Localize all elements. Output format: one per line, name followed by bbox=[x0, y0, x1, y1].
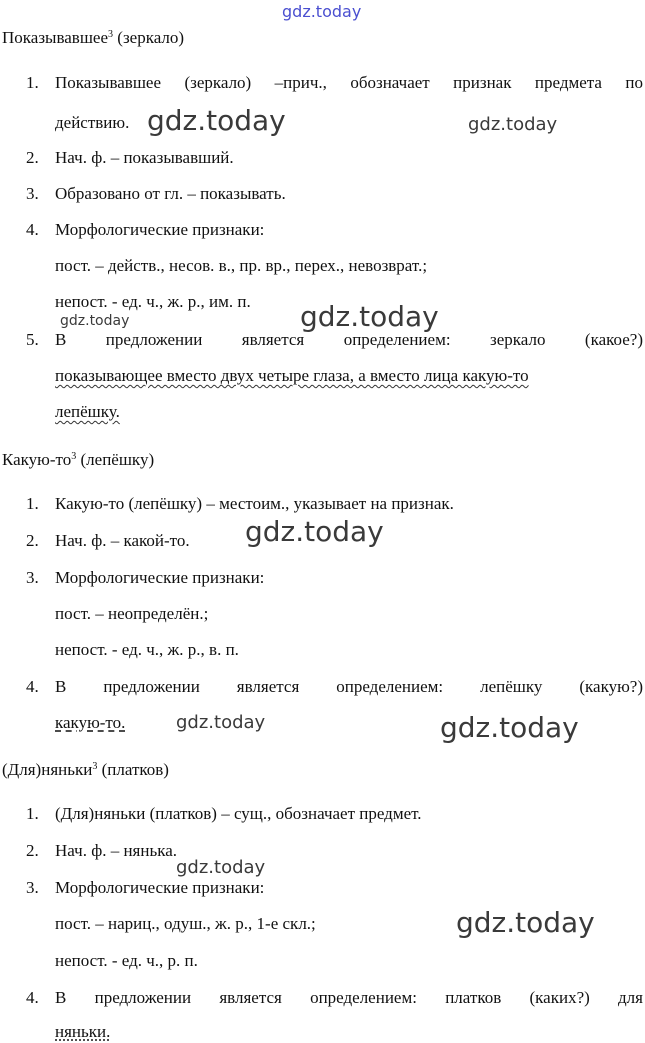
item-number: 4. bbox=[26, 677, 39, 696]
watermark: gdz.today bbox=[147, 104, 286, 137]
heading-rest: (лепёшку) bbox=[76, 450, 155, 469]
watermark: gdz.today bbox=[245, 515, 384, 548]
item-line: действию. bbox=[55, 113, 130, 132]
item-line: В предложении является определением: платков (каких?) для bbox=[55, 988, 643, 1007]
watermark: gdz.today bbox=[456, 906, 595, 939]
heading-rest: (зеркало) bbox=[113, 28, 185, 47]
item-number: 4. bbox=[26, 220, 39, 239]
item-line: пост. – нариц., одуш., ж. р., 1-е скл.; bbox=[55, 914, 316, 933]
section-heading-1 bbox=[2, 28, 184, 48]
item-line: Показывавшее (зеркало) –прич., обозначает признак предмета по bbox=[55, 73, 643, 92]
item-line: показывающее вместо двух четыре глаза, а вместо лица какую-то bbox=[55, 366, 529, 385]
watermark: gdz.today bbox=[176, 712, 266, 733]
item-number: 1. bbox=[26, 73, 39, 92]
item-line: няньки. bbox=[55, 1022, 111, 1041]
section-heading-2 bbox=[2, 450, 154, 470]
item-line: В предложении является определением: зеркало (какое?) bbox=[55, 330, 643, 349]
heading-word: (Для)няньки bbox=[2, 760, 93, 779]
item-number: 2. bbox=[26, 841, 39, 860]
item-line: Какую-то (лепёшку) – местоим., указывает на признак. bbox=[55, 494, 454, 513]
item-line: непост. - ед. ч., р. п. bbox=[55, 951, 198, 970]
watermark: gdz.today bbox=[60, 313, 130, 329]
watermark: gdz.today bbox=[440, 711, 579, 744]
watermark: gdz.today bbox=[282, 2, 362, 21]
heading-rest: (платков) bbox=[97, 760, 169, 779]
item-line: Морфологические признаки: bbox=[55, 568, 265, 587]
item-number: 4. bbox=[26, 988, 39, 1007]
item-line: лепёшку. bbox=[55, 402, 120, 421]
item-line: Нач. ф. – показывавший. bbox=[55, 148, 234, 167]
item-line: непост. - ед. ч., ж. р., в. п. bbox=[55, 640, 239, 659]
heading-sup: 3 bbox=[92, 761, 98, 772]
item-number: 5. bbox=[26, 330, 39, 349]
heading-sup: 3 bbox=[108, 29, 114, 40]
item-line: Морфологические признаки: bbox=[55, 878, 265, 897]
heading-sup: 3 bbox=[71, 451, 77, 462]
item-line: (Для)няньки (платков) – сущ., обозначает предмет. bbox=[55, 804, 422, 823]
item-number: 2. bbox=[26, 148, 39, 167]
item-line: Образовано от гл. – показывать. bbox=[55, 184, 286, 203]
heading-word: Показывавшее bbox=[2, 28, 109, 47]
item-line: пост. – неопределён.; bbox=[55, 604, 209, 623]
item-number: 3. bbox=[26, 184, 39, 203]
item-number: 3. bbox=[26, 878, 39, 897]
item-line: Нач. ф. – нянька. bbox=[55, 841, 178, 860]
item-line: Морфологические признаки: bbox=[55, 220, 265, 239]
item-line: пост. – действ., несов. в., пр. вр., перех., невозврат.; bbox=[55, 256, 428, 275]
watermark: gdz.today bbox=[468, 114, 558, 135]
item-number: 3. bbox=[26, 568, 39, 587]
heading-word: Какую-то bbox=[2, 450, 72, 469]
item-line: В предложении является определением: лепёшку (какую?) bbox=[55, 677, 643, 696]
item-line: непост. - ед. ч., ж. р., им. п. bbox=[55, 292, 251, 311]
watermark: gdz.today bbox=[300, 300, 439, 333]
item-number: 2. bbox=[26, 531, 39, 550]
item-line: Нач. ф. – какой-то. bbox=[55, 531, 190, 550]
item-number: 1. bbox=[26, 804, 39, 823]
watermark: gdz.today bbox=[176, 857, 266, 878]
item-number: 1. bbox=[26, 494, 39, 513]
item-line: какую-то. bbox=[55, 713, 126, 732]
section-heading-3 bbox=[2, 760, 169, 780]
